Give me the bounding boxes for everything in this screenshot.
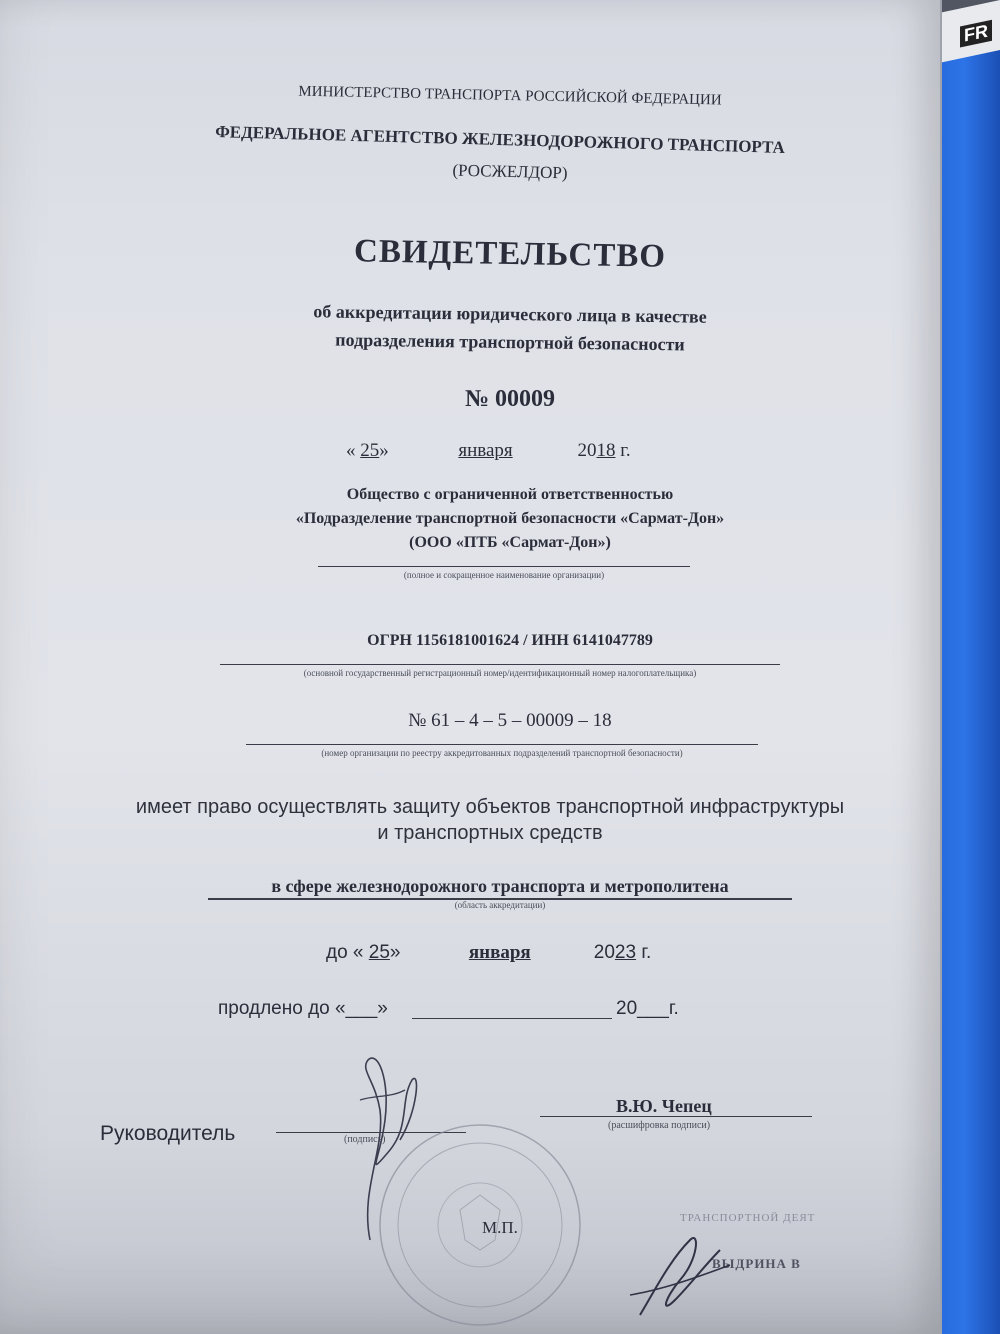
subtitle-line-2: подразделения транспортной безопасности xyxy=(335,329,685,355)
signer-name: В.Ю. Чепец xyxy=(616,1096,712,1116)
issue-date-month: января xyxy=(458,440,513,461)
rights-line-1: имеет право осуществлять защиту объектов транспортной инфраструктуры xyxy=(135,796,845,818)
extended-until xyxy=(218,998,388,1020)
second-signature xyxy=(620,1220,740,1330)
valid-until-month: января xyxy=(468,942,531,963)
org-line-3: (ООО «ПТБ «Сармат-Дон») xyxy=(409,534,611,551)
org-line-1: Общество с ограниченной ответственностью xyxy=(346,486,674,503)
org-underline xyxy=(318,566,690,567)
stamp-fragment-1: ТРАНСПОРТНОЙ ДЕЯТ xyxy=(680,1212,816,1224)
extended-underline xyxy=(412,1018,612,1019)
registration-value: ОГРН 1156181001624 / ИНН 6141047789 xyxy=(367,632,653,649)
registration-caption: (основной государственный регистрационный номер/идентификационный номер налогоплательщика) xyxy=(303,668,697,678)
agency-short: (РОСЖЕЛДОР) xyxy=(452,160,568,183)
issue-date-open: « xyxy=(346,440,356,461)
seal-mark: М.П. xyxy=(482,1218,518,1237)
issue-date xyxy=(346,440,631,462)
extended-prefix: продлено до «___» xyxy=(218,998,388,1019)
issue-date-year-suffix: 18 xyxy=(596,440,616,461)
scope-value: в сфере железнодорожного транспорта и метрополитена xyxy=(271,876,729,896)
org-caption: (полное и сокращенное наименование организации) xyxy=(403,570,605,580)
valid-until-year-suffix: 23 xyxy=(614,942,637,963)
rights-line-2: и транспортных средств xyxy=(377,822,603,844)
issue-date-close: » xyxy=(379,440,389,461)
signature-caption: (подпись) xyxy=(344,1134,386,1145)
role-label: Руководитель xyxy=(100,1122,236,1145)
ministry-header: МИНИСТЕРСТВО ТРАНСПОРТА РОССИЙСКОЙ ФЕДЕРАЦИИ xyxy=(298,83,722,109)
valid-until-year-prefix: 20 xyxy=(593,942,615,963)
registration-underline xyxy=(220,664,780,665)
issue-date-year-prefix: 20 xyxy=(577,440,597,461)
org-line-2: «Подразделение транспортной безопасности «Сармат-Дон» xyxy=(295,510,725,527)
document-title: СВИДЕТЕЛЬСТВО xyxy=(353,233,667,275)
extended-year: 20___г. xyxy=(616,998,679,1019)
registry-value: № 61 – 4 – 5 – 00009 – 18 xyxy=(408,710,612,731)
registry-underline xyxy=(246,744,758,745)
stamp-fragment-2: ВЫДРИНА В xyxy=(712,1256,801,1271)
issue-date-suffix: г. xyxy=(620,440,631,461)
subtitle-line-1: об аккредитации юридического лица в качестве xyxy=(313,301,707,327)
valid-until-close: » xyxy=(389,942,401,963)
registry-caption: (номер организации по реестру аккредитованных подразделений транспортной безопасности) xyxy=(321,748,683,758)
valid-until-prefix: до « xyxy=(326,942,364,963)
valid-until-suffix: г. xyxy=(641,942,652,963)
valid-until-day: 25 xyxy=(368,942,390,963)
round-seal xyxy=(370,1100,590,1334)
corner-label-text: FR xyxy=(960,20,992,48)
valid-until xyxy=(326,942,651,964)
agency-header: ФЕДЕРАЛЬНОЕ АГЕНТСТВО ЖЕЛЕЗНОДОРОЖНОГО ТРАНСПОРТА xyxy=(214,122,786,157)
scope-caption: (область аккредитации) xyxy=(454,900,546,910)
certificate-number: № 00009 xyxy=(464,386,556,412)
name-caption: (расшифровка подписи) xyxy=(608,1120,711,1131)
issue-date-day: 25 xyxy=(360,440,380,461)
